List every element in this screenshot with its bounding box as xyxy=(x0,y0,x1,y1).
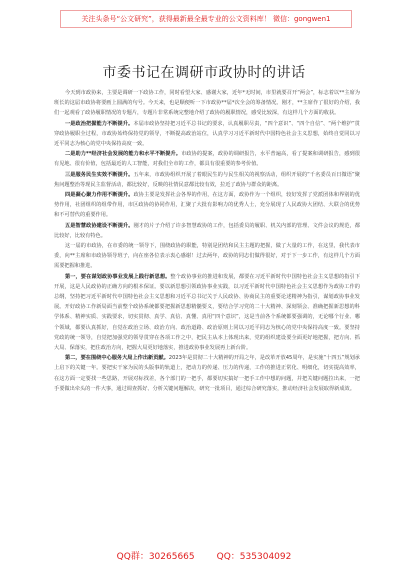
paragraph xyxy=(54,353,360,394)
paragraph-lead: 第一，要在谋划政协事业发展上践行新思想。 xyxy=(65,273,171,280)
promo-banner: 关注头条号“公文研究”，获得最新最全最专业的公文资料库！ 微信：gongwen1 xyxy=(60,10,352,28)
document-title: 市委书记在调研市政协时的讲话 xyxy=(102,65,306,81)
paragraph-lead: 二是助力**经济社会发展的能力和水平不断提升。 xyxy=(65,151,182,158)
paragraph-text: 市政协的提案，政协的调研报告，水平普遍高，看了提案和调研报告，感到很有见地、很有价值，包括最近的人工智能，对我们全市的工作，都具有很重要的参考价值。 xyxy=(54,151,360,168)
paragraph xyxy=(54,221,360,241)
paragraph xyxy=(54,88,360,119)
paragraph-text: 这一届的市政协，在市委的统一领导下，围绕政协的职能，特别是团结和民主主题的把握，做了大量的工作，在这里，我代表市委，向**主席和市政协领导班子，向在座各位表示衷心感谢！过去两年，政协的同志们做得很好，对于下一步工作，有这样几个方面需要把握和推进。 xyxy=(54,243,360,270)
qq-group: QQ群：30265665 xyxy=(116,552,195,562)
paragraph-text: 2023年是贯彻二十大精神的开局之年，是改革开放45周年，是实施“十四五”规划承上启下的关键一年。要把实干家为民的头版事的轨道上，把动力的传递、压力的传递，工作的推进正常化、明细化，切实提高效率，在这方面一定要找一些思路，开展对标找差，各个部门的一把手，都要切实搞好一把手工作中想的问题，并把关键问题拉出来，一把手要做出牵头的一件大事，通过调查抓好、分析关键问题解决，研究一批项目，通过综合研究落实，推动经济社会发展取得新成效。 xyxy=(54,355,360,392)
document-body xyxy=(54,88,360,394)
paragraph xyxy=(54,119,360,150)
paragraph-lead: 一是政治把握能力不断提升。 xyxy=(65,120,134,127)
paragraph-text: 五年来，市政协组织开展了着眼民生的与民生相关的视察活动，组织开展的“千名委员百日微语”聚焦问题整治等现民主监督活动，都比较好，反映的社情民意都比较有效，拉近了政协与群众的距离。 xyxy=(54,171,360,188)
paragraph-lead: 第二，要在围绕中心服务大局上作出新贡献。 xyxy=(65,355,169,362)
paragraph-text: 本届市政协坚持把习近平总书记的要求，认真履职尽责，“四个意识”、“四个自信”、“两个维护”贯穿政协履职全过程，市政协始终保持党的领导，不断提高政治站位，认真学习习近平新时代中国特色社会主义思想，始终自觉同以习近平同志为核心的党中央保持高度一致。 xyxy=(54,120,360,148)
paragraph-text: 政协主要是发挥社会各界的作用，在这方面，政协作为一个组织，较好发挥了党派团体和界别的优势作用，社团组织的组带作用，市区政协的协同作用，汇聚了大批有影响力的优秀人士，充分展现了人民政协大团结、大联合的优势和不可替代的重要作用。 xyxy=(54,192,360,219)
qq-number: QQ：535304092 xyxy=(216,552,292,562)
paragraph-text: 今天到市政协来，主要是调研一下政协工作，同时看望大家、感谢大家，近年*无时间，市里就要召开“两会”，标志着以**主席为班长的这届市政协将要画上圆满的句号。今天来，也是顺便听一下市政协**届*次全会的筹备情况。刚才，**主席作了很好的介绍，我们一起观看了政协履职情况的专题片，专题片非常系统完整地介绍了政协的履职情况，感受比较深，有这样几个方面的收获。 xyxy=(54,90,360,117)
paragraph-lead: 四是凝心聚力作用不断提升。 xyxy=(65,192,134,199)
paragraph xyxy=(54,149,360,169)
paragraph xyxy=(54,170,360,190)
paragraph-lead: 五是智慧政协建设不断提升。 xyxy=(65,222,134,229)
paragraph-text: 刚才的片子介绍了许多智慧政协的工作，包括委员的履职、机关内部的管理、文件会议的规范，都比较好，比较有特色。 xyxy=(54,222,360,239)
paragraph xyxy=(54,272,360,354)
contact-footer xyxy=(0,549,408,562)
paragraph xyxy=(54,241,360,272)
paragraph xyxy=(54,190,360,221)
paragraph-lead: 三是服务民生实效不断提升。 xyxy=(65,171,134,178)
paragraph-text: 整个政协事业的推进和发展，都要在习近平新时代中国特色社会主义思想的指引下开展，这是人民政协的正确方向的根本保证。要以新思想引领政协事业实践，以习近平新时代中国特色社会主义思想作为政协工作的总纲，坚持把习近平新时代中国特色社会主义思想和习近平总书记关于人民政协、协商民主的重要论述精神为指引，谋划政协事业发展。开好政协工作新局面当前整个政协系统都要把握新思想精髓要义，要结合学习党的二十大精神、深刻领会、准确把握新思想的科学体系、精神实质、实践要求，切实贯彻、真学、真信、真懂、真用“四个意识”，这是当前各个系统都要强调的，无论哪个行业、哪个领域，都要认真抓好，自觉在政治立场、政治方向、政治道路、政治原则上同以习近平同志为核心的党中央保持高度一致。要坚持党政的统一领导，自觉把加强党的领导贯穿在各项工作之中，把民主从本上体现出来，党的组织建设要全面更好地把握，把方向、抓大局、保落实，把住政治方向，把握大局更好地落实，推进政协事业发展再上新台阶。 xyxy=(54,273,360,352)
